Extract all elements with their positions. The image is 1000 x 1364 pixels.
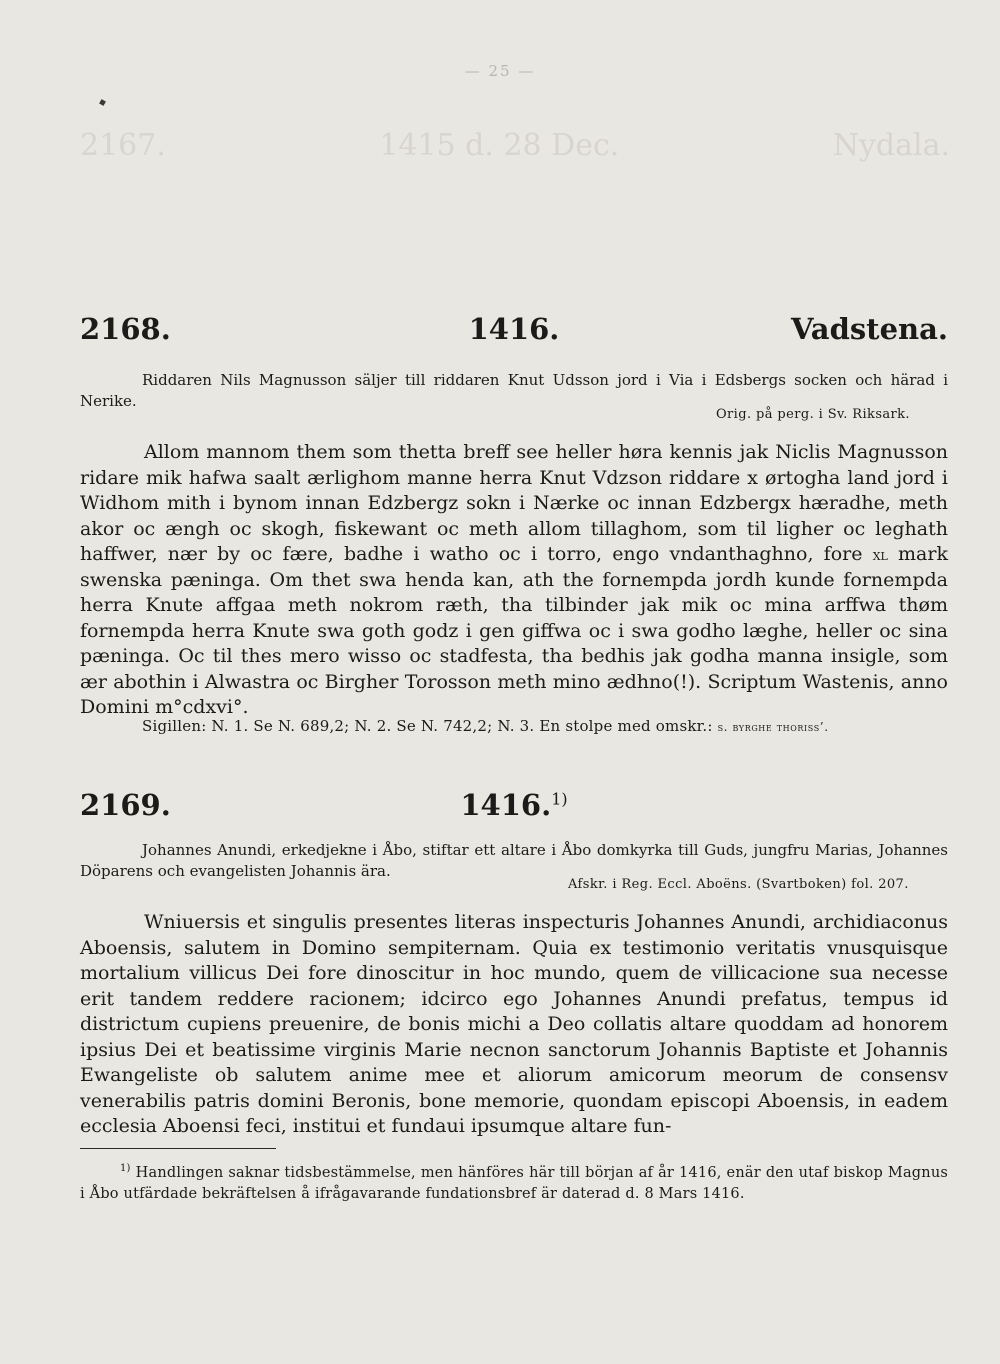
entry-2168-seals	[142, 717, 948, 735]
ink-speck	[99, 99, 106, 106]
footnote-text: Handlingen saknar tidsbestämmelse, men hänföres här till början af år 1416, enär den utaf biskop Magnus i Åbo utfärdade bekräftelsen å ifrågavarande fundationsbref är daterad d. 8 Mars 1416.	[80, 1164, 949, 1202]
text-part-2: mark swenska pæninga. Om thet swa henda kan, ath the fornempda jordh kunde fornempda herra Knute affgaa meth nokrom ræth, tha tilbinder jak mik oc mina arffwa thøm fornempda herra Knute swa goth godz i gen giffwa oc i swa godho læghe, heller oc sina pæninga. Oc til thes mero wisso oc stadfesta, tha bedhis jak godha manna insigle, som ær abothin i Alwastra oc Birgher Torosson meth mino ædhno(!). Scriptum Wastenis, anno Domini m°cdxvi°.	[80, 543, 948, 718]
entry-2168-text	[80, 440, 948, 721]
entry-2168-source: Orig. på perg. i Sv. Riksark.	[716, 407, 910, 422]
roman-numeral: xl	[872, 545, 888, 564]
entry-2169-summary: Johannes Anundi, erkedjekne i Åbo, stiftar ett altare i Åbo domkyrka till Guds, jungfru Marias, Johannes Döparens och evangelisten Johannis ära.	[80, 841, 948, 880]
text-paragraph: Wniuersis et singulis presentes literas inspecturis Johannes Anundi, archidiaconus Aboensis, salutem in Domino sempiternam. Quia ex testimonio veritatis vnusquisque mortalium villicus Dei fore dinoscitur in hoc mundo, quem de villicacione sua necesse erit tandem reddere racionem; idcirco ego Johannes Anundi prefatus, tempus id districtum cupiens preuenire, de bonis michi a Deo collatis altare quoddam ad honorem ipsius Dei et beatissime virginis Marie necnon sanctorum Johannis Baptiste et Johannis Ewangeliste ob salutem anime mee et aliorum amicorum meorum de consensv venerabilis patris domini Beronis, bone memorie, quondam episcopi Aboensis, in eadem ecclesia Aboensi feci, institui et fundaui ipsumque altare fun-	[80, 911, 948, 1137]
bleed-through-heading	[80, 128, 950, 163]
footnote-rule	[80, 1148, 276, 1149]
year-value: 1416.	[460, 788, 552, 822]
page-number: — 25 —	[464, 62, 536, 80]
bleed-place: Nydala.	[832, 128, 950, 163]
text-part-1: Allom mannom them som thetta breff see heller høra kennis jak Niclis Magnusson ridare mik hafwa saalt ærlighom manne herra Knut Vdzson riddare x ørtogha land jord i Widhom mith i bynom innan Edzbergz sokn i Nærke oc innan Edzbergx hæradhe, meth akor oc ængh oc skogh, fiskewant oc meth allom tillaghom, som til ligher oc leghath haffwer, nær by oc fære, badhe i watho oc i torro, engo vndanthaghno, fore	[80, 441, 948, 565]
footnote	[80, 1158, 948, 1205]
entry-year	[280, 788, 748, 822]
entry-year: 1416.	[468, 312, 560, 346]
bleed-number: 2167.	[80, 128, 166, 163]
entry-2168-summary: Riddaren Nils Magnusson säljer till riddaren Knut Udsson jord i Via i Edsbergs socken och härad i Nerike.	[80, 371, 948, 410]
entry-number: 2169.	[80, 788, 171, 822]
entry-2169-text	[80, 910, 948, 1140]
seal-legend: s. byrghe thoriss’.	[717, 720, 829, 734]
footnote-marker: 1)	[120, 1163, 131, 1174]
entry-2169-source: Afskr. i Reg. Eccl. Aboëns. (Svartboken) fol. 207.	[568, 877, 909, 892]
entry-number: 2168.	[80, 312, 171, 346]
bleed-date: 1415 d. 28 Dec.	[379, 128, 620, 163]
entry-2168-heading	[80, 312, 948, 352]
seals-description: Sigillen: N. 1. Se N. 689,2; N. 2. Se N. 742,2; N. 3. En stolpe med omskr.:	[142, 717, 713, 735]
entry-2169-heading	[80, 788, 948, 828]
footnote-ref: 1)	[551, 789, 568, 809]
entry-place: Vadstena.	[790, 312, 948, 346]
